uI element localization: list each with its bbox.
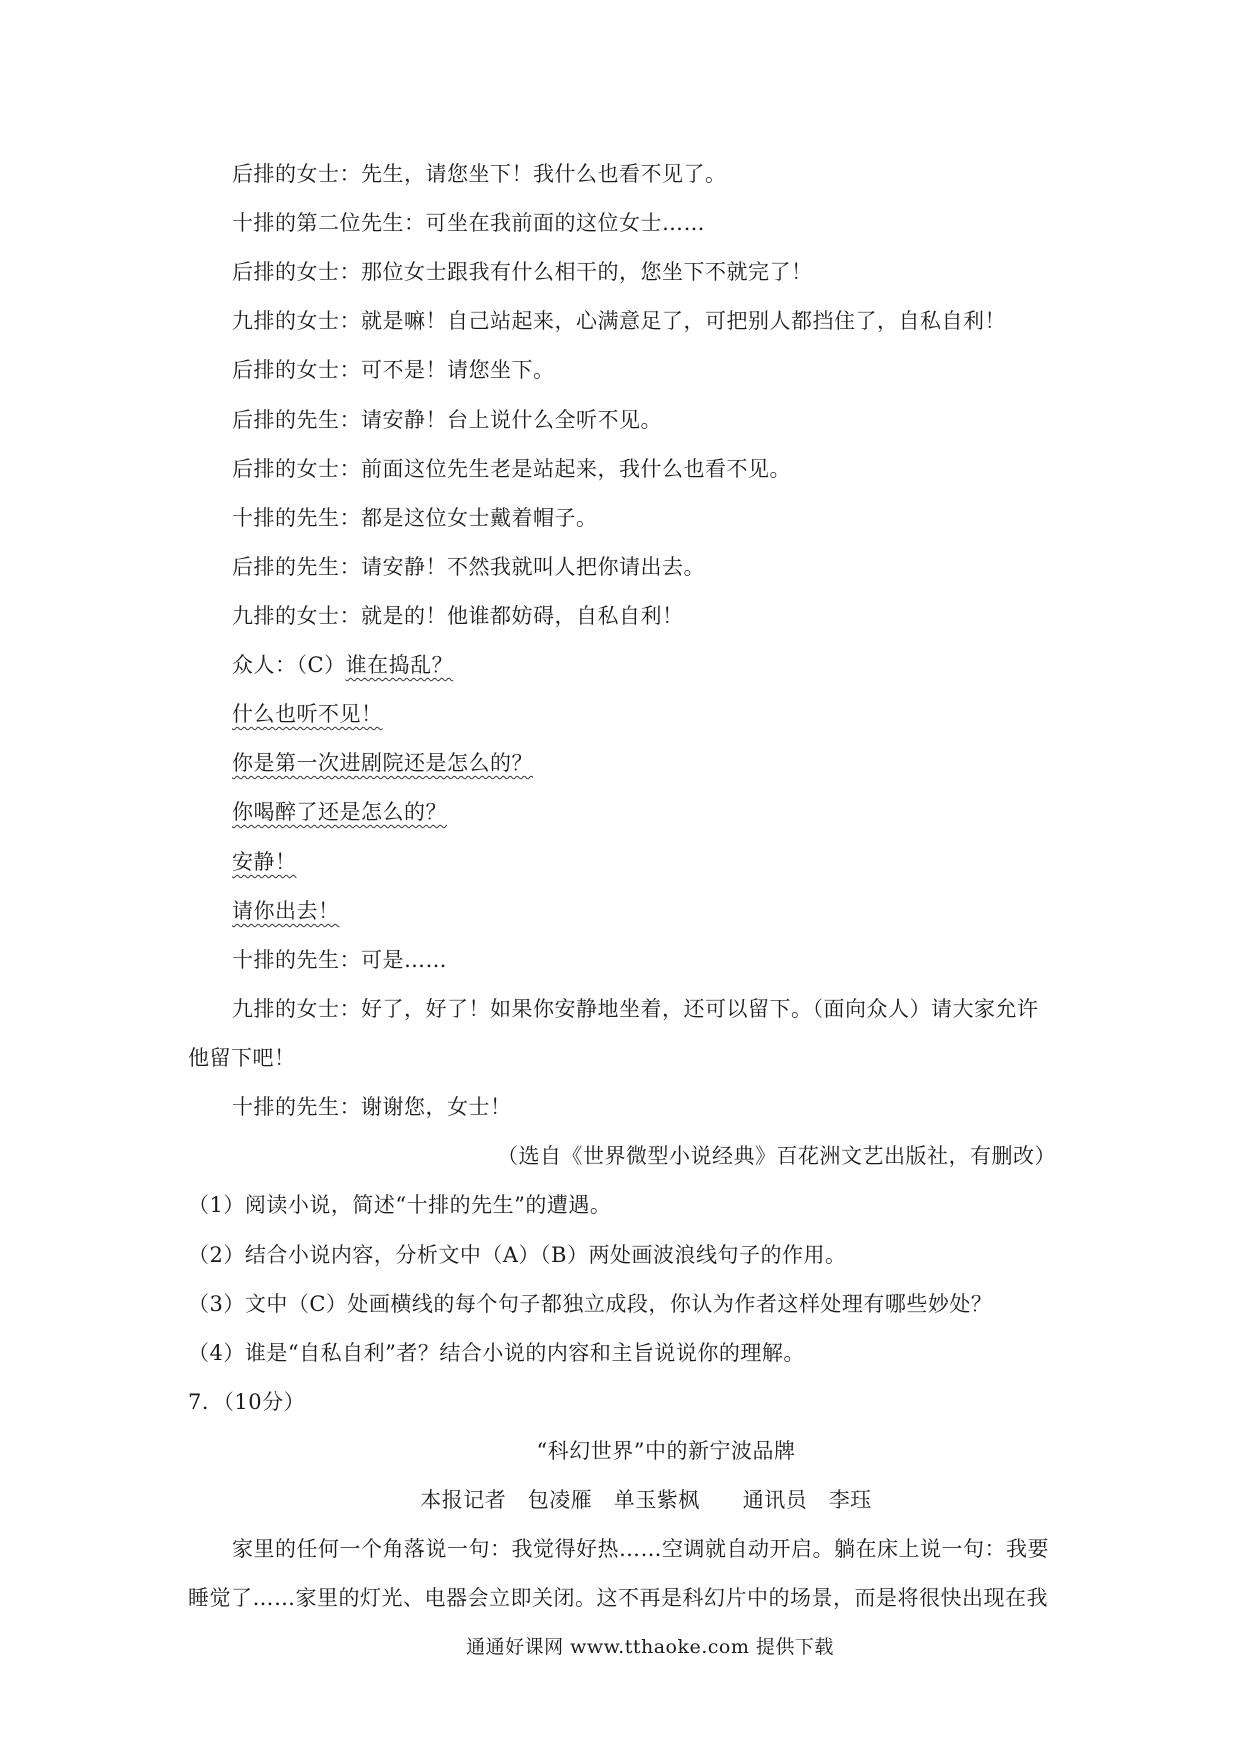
dialogue-line: 九排的女士：好了，好了！如果你安静地坐着，还可以留下。（面向众人）请大家允许 [232,997,1039,1021]
question: （4）谁是“自私自利”者？结合小说的内容和主旨说说你的理解。 [188,1341,805,1365]
dialogue-line: 后排的女士：可不是！请您坐下。 [232,358,555,382]
dialogue-line: 后排的女士：先生，请您坐下！我什么也看不见了。 [232,162,727,186]
crowd-line-first [232,650,453,680]
article-byline: 本报记者 包凌雁 单玉紫枫 通讯员 李珏 [420,1488,872,1512]
article-title: “科幻世界”中的新宁波品牌 [536,1439,796,1463]
question: （3）文中（C）处画横线的每个句子都独立成段，你认为作者这样处理有哪些妙处？ [188,1292,993,1316]
dialogue-line: 十排的第二位先生：可坐在我前面的这位女士…… [232,211,705,235]
dialogue-line: 后排的先生：请安静！不然我就叫人把你请出去。 [232,555,705,579]
crowd-sentence: 安静！ [232,850,297,874]
dialogue-line: 九排的女士：就是嘛！自己站起来，心满意足了，可把别人都挡住了，自私自利！ [232,309,1006,333]
crowd-sentence: 请你出去！ [232,899,340,923]
dialogue-line: 后排的先生：请安静！台上说什么全听不见。 [232,408,662,432]
page-footer: 通通好课网 www.tthaoke.com 提供下载 [466,1636,834,1658]
crowd-speaker: 众人：（C） [232,653,346,677]
article-paragraph-line: 家里的任何一个角落说一句：我觉得好热……空调就自动开启。躺在床上说一句：我要 [232,1537,1049,1561]
dialogue-line: 九排的女士：就是的！他谁都妨碍，自私自利！ [232,604,684,628]
dialogue-line: 十排的先生：可是…… [232,948,447,972]
question: （1）阅读小说，简述“十排的先生”的遭遇。 [188,1193,612,1217]
question-number: 7．（10分） [188,1390,306,1414]
question: （2）结合小说内容，分析文中（A）（B）两处画波浪线句子的作用。 [188,1243,847,1267]
crowd-sentence: 你是第一次进剧院还是怎么的？ [232,751,533,775]
crowd-sentence: 谁在捣乱？ [345,653,454,677]
crowd-sentence: 什么也听不见！ [232,702,383,726]
dialogue-line: 十排的先生：都是这位女士戴着帽子。 [232,506,598,530]
dialogue-line: 后排的女士：前面这位先生老是站起来，我什么也看不见。 [232,457,791,481]
crowd-sentence: 你喝醉了还是怎么的？ [232,800,447,824]
dialogue-line: 十排的先生：谢谢您，女士！ [232,1095,512,1119]
source-citation: （选自《世界微型小说经典》百花洲文艺出版社，有删改） [497,1144,1056,1168]
dialogue-line-continued: 他留下吧！ [188,1046,296,1070]
dialogue-line: 后排的女士：那位女士跟我有什么相干的，您坐下不就完了！ [232,260,813,284]
article-paragraph-line: 睡觉了……家里的灯光、电器会立即关闭。这不再是科幻片中的场景，而是将很快出现在我 [188,1586,1048,1610]
